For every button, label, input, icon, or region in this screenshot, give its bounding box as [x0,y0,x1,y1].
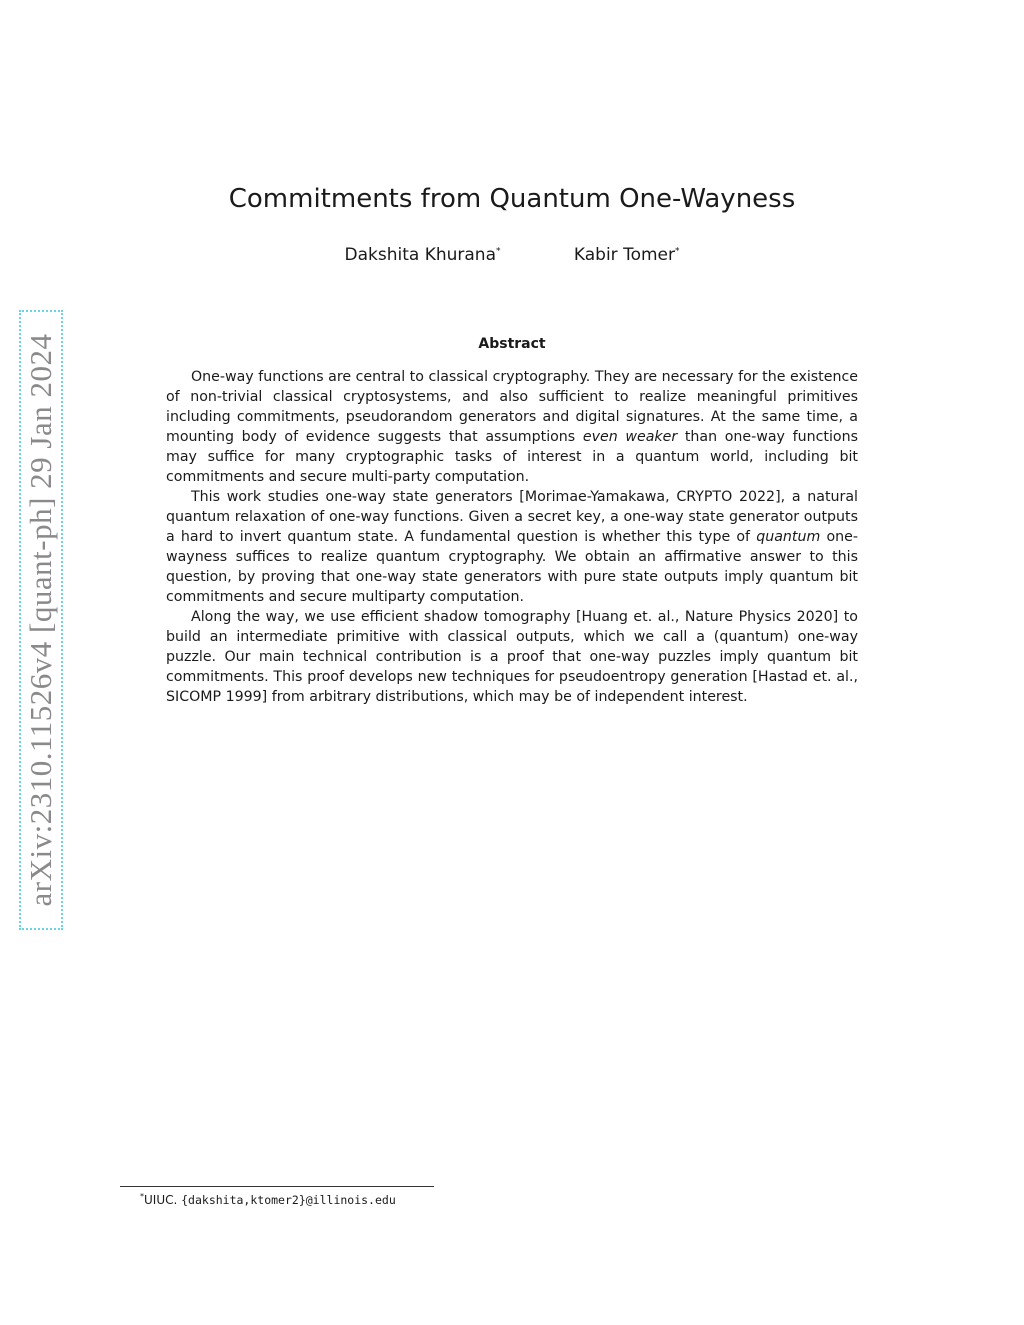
abstract-text: Along the way, we use efficient shadow tomography [Huang et. al., Nature Physics 2020] to build an intermediate primitive with classical outputs, which we call a (quantum) one-way puzzle. Our main technical contribution is a proof that one-way puzzles imply quantum bit commitments. This proof develops new techniques for pseudoentropy generation [Hastad et. al., SICOMP 1999] from arbitrary distributions, which may be of independent interest. [166,609,858,705]
author-footnote-mark: * [675,246,680,257]
abstract-paragraph [166,607,858,707]
abstract-emphasis: quantum [756,529,821,545]
abstract-body [166,367,858,707]
footnote-emails: {dakshita,ktomer2}@illinois.edu [181,1193,396,1207]
footnote-affiliation: UIUC. [144,1193,182,1207]
author-list [0,245,1024,265]
abstract-text: One-way functions are central to classical cryptography. They are necessary for the existence of non-trivial classical cryptosystems, and also sufficient to realize meaningful primitives including commitments, pseudorandom generators and digital signatures. At the same time, a mounting body of evidence suggests that assumptions [166,369,858,445]
author-name: Dakshita Khurana [344,245,496,265]
abstract-text: This work studies one-way state generators [Morimae-Yamakawa, CRYPTO 2022], a natural quantum relaxation of one-way functions. Given a secret key, a one-way state generator outputs a hard to invert quantum state. A fundamental question is whether this type of [166,489,858,545]
author-name: Kabir Tomer [573,245,675,265]
arxiv-identifier: arXiv:2310.11526v4 [quant-ph] 29 Jan 2024 [23,333,58,907]
footnote [140,1192,396,1207]
paper-title: Commitments from Quantum One-Wayness [228,184,796,214]
abstract-paragraph [166,367,858,487]
abstract-text: one-wayness suffices to realize quantum cryptography. We obtain an affirmative answer to this question, by proving that one-way state generators with pure state outputs imply quantum bit commitments and secure multiparty computation. [166,529,859,605]
author [574,245,680,265]
abstract-emphasis: even weaker [582,429,678,445]
abstract-heading: Abstract [478,336,546,352]
abstract-paragraph [166,487,858,607]
footnote-mark: * [140,1192,144,1201]
abstract-text: than one-way functions may suffice for many cryptographic tasks of interest in a quantum world, including bit commitments and secure multi-party computation. [166,429,858,485]
author [345,245,501,265]
author-footnote-mark: * [496,246,501,257]
footnote-divider [120,1186,434,1187]
arxiv-sidebar-stamp [19,310,63,930]
